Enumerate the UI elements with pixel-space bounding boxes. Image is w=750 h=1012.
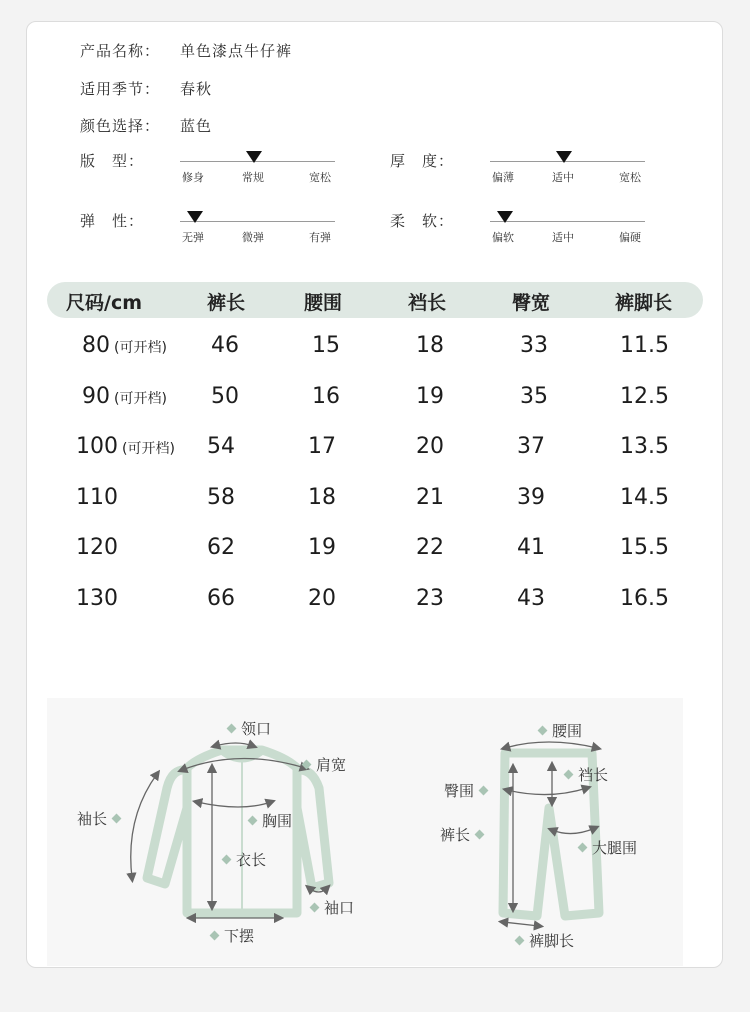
label-leg-opening xyxy=(510,930,574,951)
table-cell: 20 xyxy=(308,586,336,611)
table-cell: 22 xyxy=(416,535,444,560)
scale-label: 版 型： xyxy=(80,152,145,170)
size-value: 110 xyxy=(76,485,118,510)
label-text: 臀围 xyxy=(444,782,475,800)
scale-marker-icon xyxy=(497,211,513,223)
table-cell: 19 xyxy=(416,384,444,409)
diamond-icon xyxy=(475,830,485,840)
diamond-icon xyxy=(578,843,588,853)
label-text: 下摆 xyxy=(224,927,255,945)
table-cell: 43 xyxy=(517,586,545,611)
label-rise xyxy=(559,764,608,785)
table-cell: 46 xyxy=(211,333,239,358)
table-cell: 16.5 xyxy=(620,586,669,611)
scale-label: 柔 软： xyxy=(390,212,455,230)
label-cuff xyxy=(305,897,354,918)
table-cell: 18 xyxy=(416,333,444,358)
table-cell: 35 xyxy=(520,384,548,409)
scale-option: 宽松 xyxy=(309,171,331,184)
scale-option: 有弹 xyxy=(309,231,331,244)
info-value: 春秋 xyxy=(180,80,213,98)
table-cell: 15.5 xyxy=(620,535,669,560)
table-cell: 11.5 xyxy=(620,333,669,358)
table-cell: 41 xyxy=(517,535,545,560)
table-cell: 16 xyxy=(312,384,340,409)
diamond-icon xyxy=(112,814,122,824)
info-row-season xyxy=(80,78,212,99)
table-cell: 37 xyxy=(517,434,545,459)
scale-option: 微弹 xyxy=(242,231,264,244)
label-text: 领口 xyxy=(241,720,272,738)
size-value: 120 xyxy=(76,535,118,560)
scale-option: 偏硬 xyxy=(619,231,641,244)
size-note: (可开档) xyxy=(114,391,167,407)
table-cell: 50 xyxy=(211,384,239,409)
diamond-icon xyxy=(210,931,220,941)
size-note: (可开档) xyxy=(114,340,167,356)
scale-label: 弹 性： xyxy=(80,212,145,230)
header-waist: 腰围 xyxy=(304,292,343,314)
label-collar xyxy=(222,718,271,739)
label-pants-length xyxy=(440,824,489,845)
table-cell: 19 xyxy=(308,535,336,560)
table-cell: 13.5 xyxy=(620,434,669,459)
diamond-icon xyxy=(310,903,320,913)
table-row-size xyxy=(76,586,122,611)
label-length xyxy=(217,849,266,870)
label-text: 大腿围 xyxy=(592,839,638,857)
info-value: 蓝色 xyxy=(180,117,213,135)
scale-option: 偏薄 xyxy=(492,171,514,184)
label-text: 裆长 xyxy=(578,766,609,784)
table-cell: 20 xyxy=(416,434,444,459)
diamond-icon xyxy=(538,726,548,736)
label-text: 衣长 xyxy=(236,851,267,869)
header-rise: 裆长 xyxy=(408,292,447,314)
label-text: 裤长 xyxy=(440,826,471,844)
table-cell: 12.5 xyxy=(620,384,669,409)
diamond-icon xyxy=(302,760,312,770)
label-text: 袖长 xyxy=(77,810,108,828)
table-row-size xyxy=(76,485,122,510)
label-text: 腰围 xyxy=(552,722,583,740)
scale-marker-icon xyxy=(187,211,203,223)
table-cell: 54 xyxy=(207,434,235,459)
diamond-icon xyxy=(222,855,232,865)
table-cell: 33 xyxy=(520,333,548,358)
label-sleeve xyxy=(77,808,126,829)
scale-marker-icon xyxy=(246,151,262,163)
scale-option: 宽松 xyxy=(619,171,641,184)
label-text: 肩宽 xyxy=(316,756,347,774)
diamond-icon xyxy=(248,816,258,826)
table-row-size xyxy=(76,434,175,459)
table-cell: 62 xyxy=(207,535,235,560)
table-cell: 14.5 xyxy=(620,485,669,510)
header-leg-opening: 裤脚长 xyxy=(615,292,673,314)
scale-option: 适中 xyxy=(552,231,574,244)
label-shoulder xyxy=(297,754,346,775)
header-pants-length: 裤长 xyxy=(207,292,246,314)
scale-label: 厚 度： xyxy=(390,152,455,170)
table-row-size xyxy=(76,535,122,560)
label-text: 裤脚长 xyxy=(529,932,575,950)
label-thigh xyxy=(573,837,637,858)
scale-option: 偏软 xyxy=(492,231,514,244)
size-value: 90 xyxy=(82,384,110,409)
size-value: 130 xyxy=(76,586,118,611)
info-row-color xyxy=(80,115,212,136)
info-key: 产品名称： xyxy=(80,42,161,60)
table-cell: 18 xyxy=(308,485,336,510)
scale-option: 修身 xyxy=(182,171,204,184)
diamond-icon xyxy=(227,724,237,734)
table-row-size xyxy=(82,384,167,409)
label-text: 胸围 xyxy=(262,812,293,830)
table-cell: 39 xyxy=(517,485,545,510)
size-note: (可开档) xyxy=(122,441,175,457)
measurement-diagram xyxy=(47,698,683,966)
size-value: 80 xyxy=(82,333,110,358)
table-cell: 21 xyxy=(416,485,444,510)
measurement-svg xyxy=(47,698,683,966)
table-cell: 23 xyxy=(416,586,444,611)
scale-line xyxy=(490,221,645,222)
info-key: 适用季节： xyxy=(80,80,161,98)
table-row-size xyxy=(82,333,167,358)
diamond-icon xyxy=(515,936,525,946)
label-chest xyxy=(243,810,292,831)
label-waist xyxy=(533,720,582,741)
header-hip: 臀宽 xyxy=(512,292,551,314)
scale-marker-icon xyxy=(556,151,572,163)
table-cell: 17 xyxy=(308,434,336,459)
scale-option: 无弹 xyxy=(182,231,204,244)
diamond-icon xyxy=(564,770,574,780)
table-cell: 58 xyxy=(207,485,235,510)
scale-line xyxy=(180,221,335,222)
size-value: 100 xyxy=(76,434,118,459)
info-value: 单色漆点牛仔裤 xyxy=(180,42,293,60)
table-cell: 66 xyxy=(207,586,235,611)
label-hem xyxy=(205,925,254,946)
label-text: 袖口 xyxy=(324,899,355,917)
scale-option: 适中 xyxy=(552,171,574,184)
header-size: 尺码/cm xyxy=(66,292,143,314)
table-cell: 15 xyxy=(312,333,340,358)
info-row-name xyxy=(80,40,292,61)
info-key: 颜色选择： xyxy=(80,117,161,135)
scale-option: 常规 xyxy=(242,171,264,184)
table-header-bar xyxy=(47,282,703,318)
diamond-icon xyxy=(479,786,489,796)
label-hip xyxy=(444,780,493,801)
